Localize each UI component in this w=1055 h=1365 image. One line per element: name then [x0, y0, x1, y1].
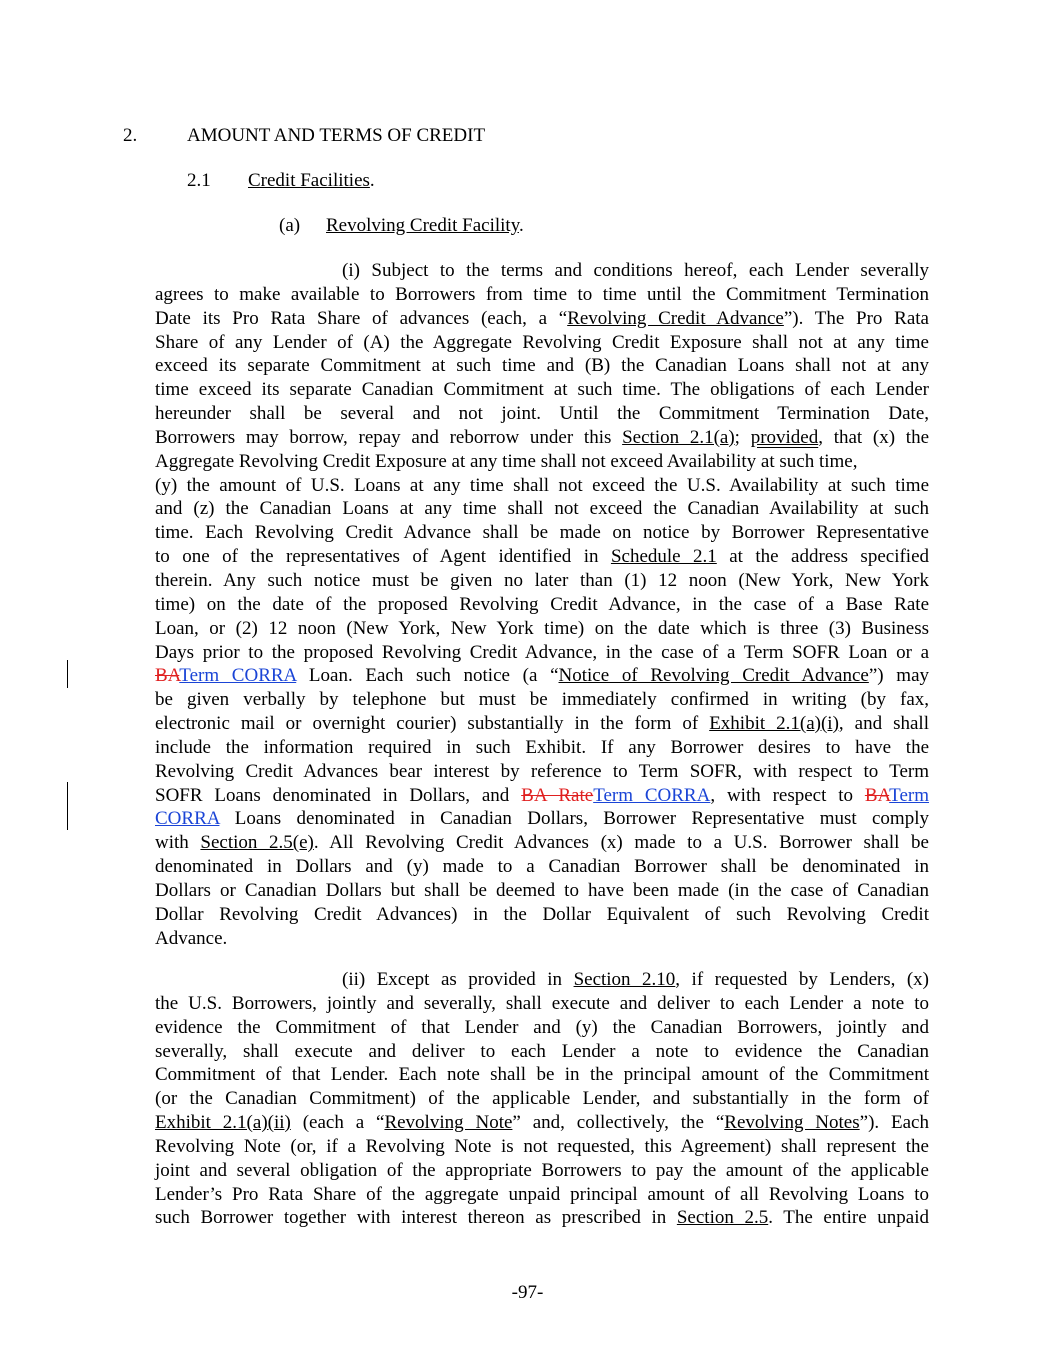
exhibit-reference: Exhibit 2.1(a)(ii) [155, 1112, 291, 1134]
text-line: Advance. [155, 927, 228, 949]
text-line: exceed its separate Commitment at such time and (B) the Canadian Loans shall not at any [155, 355, 929, 377]
text-line: Lender’s Pro Rata Share of the aggregate unpaid principal amount of all Revolving Loans to [155, 1183, 929, 1205]
defined-term: Notice of Revolving Credit Advance [558, 665, 869, 687]
text-line: Exhibit 2.1(a)(ii) (each a “Revolving Note” and, collectively, the “Revolving Notes”). Each [155, 1112, 929, 1134]
inserted-text: Term CORRA [179, 665, 297, 687]
text-line: BATerm CORRA Loan. Each such notice (a “Notice of Revolving Credit Advance”) may [155, 665, 929, 687]
text-line: Aggregate Revolving Credit Exposure at any time shall not exceed Availability at such time, [155, 450, 858, 472]
page-number: -97- [511, 1282, 544, 1303]
paragraph-i [155, 259, 929, 950]
change-bar [67, 660, 68, 688]
deleted-text: BA Rate [521, 784, 594, 806]
text-line: electronic mail or overnight courier) substantially in the form of Exhibit 2.1(a)(i), and shall [155, 713, 929, 735]
text-line: Share of any Lender of (A) the Aggregate Revolving Credit Exposure shall not at any time [155, 331, 929, 353]
section-reference: Section 2.1(a) [622, 426, 735, 448]
deleted-text: BA [155, 665, 180, 687]
text-line: Date its Pro Rata Share of advances (each, a “Revolving Credit Advance”). The Pro Rata [155, 307, 929, 329]
text-line: and (z) the Canadian Loans at any time shall not exceed the Canadian Availability at such [155, 498, 929, 520]
text-line: Days prior to the proposed Revolving Credit Advance, in the case of a Term SOFR Loan or a [155, 641, 929, 663]
text-line: Dollars or Canadian Dollars but shall be deemed to have been made (in the case of Canadian [155, 879, 929, 901]
defined-term: Revolving Note [384, 1112, 513, 1134]
text-line: evidence the Commitment of that Lender and (y) the Canadian Borrowers, jointly and [155, 1016, 929, 1038]
subsub-title: Revolving Credit Facility [326, 215, 519, 236]
subsection-title: Credit Facilities [248, 170, 370, 191]
text-line: hereunder shall be several and not joint. Until the Commitment Termination Date, [155, 403, 929, 425]
subsub-heading: Revolving Credit Facility. [326, 215, 524, 236]
text-line: Revolving Credit Advances bear interest by reference to Term SOFR, with respect to Term [155, 760, 929, 782]
text-line: Commitment of that Lender. Each note shall be in the principal amount of the Commitment [155, 1064, 929, 1086]
subsection-heading: Credit Facilities. [248, 170, 375, 191]
text-line: be given verbally by telephone but must be immediately confirmed in writing (by fax, [155, 689, 929, 711]
defined-term: Revolving Credit Advance [567, 307, 784, 329]
text-line: include the information required in such Exhibit. If any Borrower desires to have the [155, 736, 929, 758]
change-bar [67, 782, 68, 830]
deleted-text: BA [864, 784, 890, 806]
section-title: AMOUNT AND TERMS OF CREDIT [187, 125, 486, 146]
text-line: time. Each Revolving Credit Advance shall be made on notice by Borrower Representative [155, 522, 929, 544]
text-line: Borrowers may borrow, repay and reborrow under this Section 2.1(a); provided, that (x) the [155, 426, 930, 448]
text-line: CORRA Loans denominated in Canadian Dollars, Borrower Representative must comply [155, 808, 929, 830]
subsub-label: (a) [279, 215, 301, 236]
section-reference: Section 2.5(e) [200, 832, 314, 854]
exhibit-reference: Exhibit 2.1(a)(i) [709, 713, 839, 735]
section-reference: Section 2.10 [573, 969, 676, 990]
text-line: Revolving Note (or, if a Revolving Note is not requested, this Agreement) shall represent the [155, 1135, 929, 1157]
section-number: 2. [123, 125, 138, 146]
schedule-reference: Schedule 2.1 [610, 546, 717, 568]
defined-term: Revolving Notes [724, 1112, 860, 1134]
subsection-number: 2.1 [187, 170, 211, 191]
text-line: agrees to make available to Borrowers from time to time until the Commitment Termination [155, 283, 929, 305]
section-reference: Section 2.5 [676, 1207, 769, 1229]
inserted-text: CORRA [155, 808, 220, 830]
text-line: the U.S. Borrowers, jointly and severally, shall execute and deliver to each Lender a note to [155, 992, 929, 1014]
inserted-text: Term [889, 784, 929, 806]
text-line: joint and several obligation of the appropriate Borrowers to pay the amount of the applicable [155, 1159, 929, 1181]
text-line: to one of the representatives of Agent identified in Schedule 2.1 at the address specified [155, 546, 930, 568]
text-line: time exceed its separate Canadian Commitment at such time. The obligations of each Lender [155, 379, 929, 401]
text-line: (or the Canadian Commitment) of the applicable Lender, and substantially in the form of [155, 1088, 929, 1110]
text-line: (ii) Except as provided in Section 2.10, if requested by Lenders, (x) [342, 969, 929, 990]
text-line: such Borrower together with interest thereon as prescribed in Section 2.5. The entire unpaid [155, 1207, 929, 1229]
text-line: severally, shall execute and deliver to each Lender a note to evidence the Canadian [155, 1040, 929, 1062]
text-line: Dollar Revolving Credit Advances) in the Dollar Equivalent of such Revolving Credit [155, 903, 929, 925]
emphasis-term: provided [750, 426, 819, 448]
text-line: SOFR Loans denominated in Dollars, and BA RateTerm CORRA, with respect to BATerm [155, 784, 929, 806]
text-line: therein. Any such notice must be given no later than (1) 12 noon (New York, New York [155, 569, 929, 591]
text-line: with Section 2.5(e). All Revolving Credit Advances (x) made to a U.S. Borrower shall be [155, 832, 929, 854]
text-line: denominated in Dollars and (y) made to a Canadian Borrower shall be denominated in [155, 856, 929, 878]
text-line: (i) Subject to the terms and conditions hereof, each Lender severally [342, 260, 929, 281]
inserted-text: Term CORRA [593, 784, 711, 806]
paragraph-ii [155, 968, 929, 1230]
text-line: (y) the amount of U.S. Loans at any time shall not exceed the U.S. Availability at such time [155, 474, 929, 496]
text-line: time) on the date of the proposed Revolving Credit Advance, in the case of a Base Rate [155, 593, 929, 615]
text-line: Loan, or (2) 12 noon (New York, New York time) on the date which is three (3) Business [155, 617, 929, 639]
